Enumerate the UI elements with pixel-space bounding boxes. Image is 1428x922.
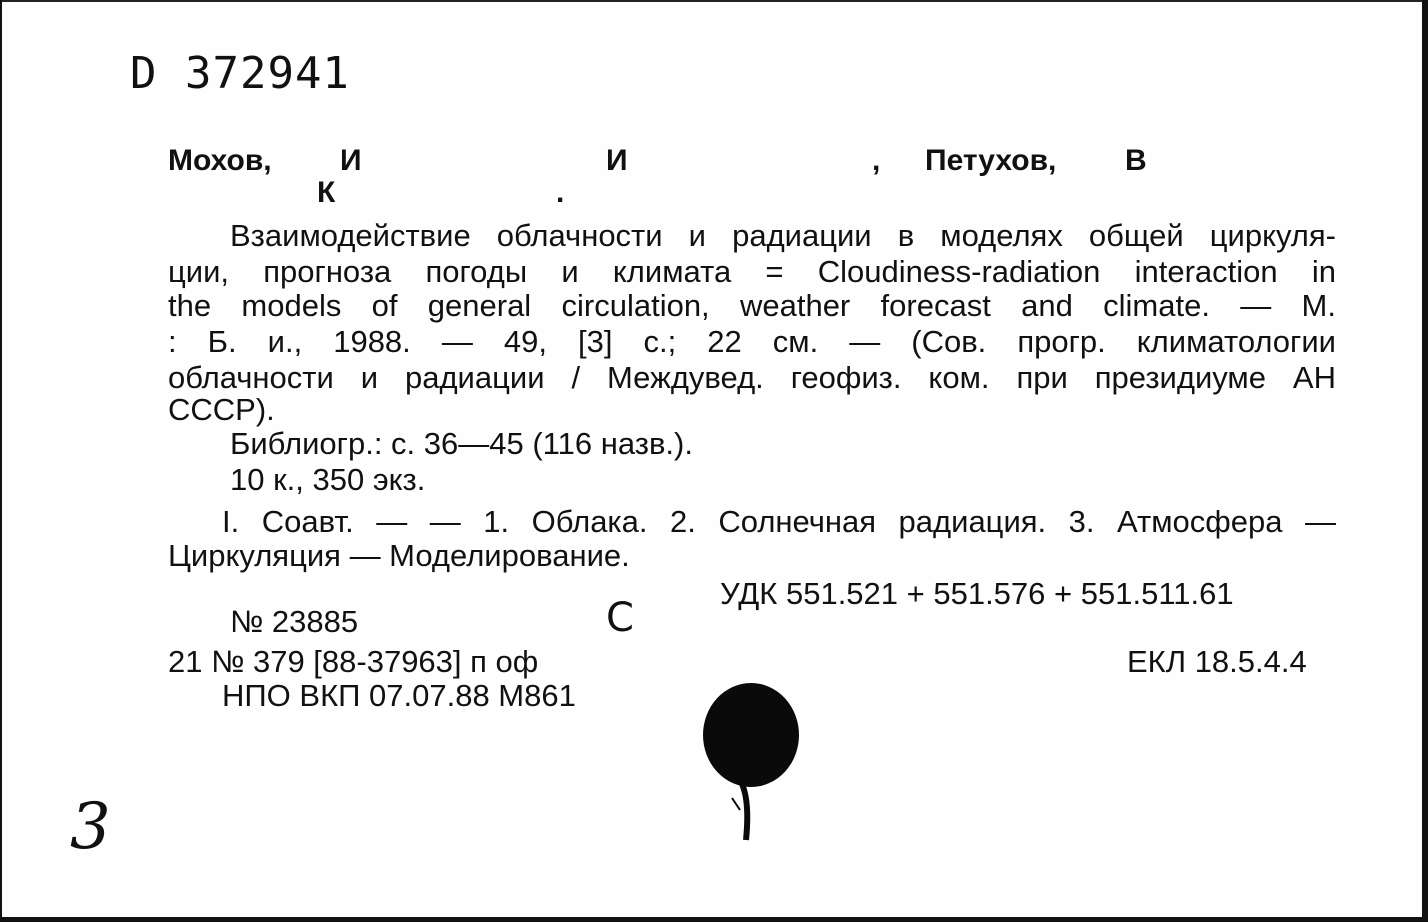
description-line-3: the models of general circulation, weather forecast and climate. — М. bbox=[168, 288, 1336, 323]
publisher-line: НПО ВКП 07.07.88 М861 bbox=[222, 678, 576, 713]
punch-hole bbox=[696, 680, 806, 850]
author2-surname: Петухов, bbox=[925, 144, 1057, 177]
authors-dot: . bbox=[556, 176, 565, 209]
subjects-line-1: I. Соавт. — — 1. Облака. 2. Солнечная радиация. 3. Атмосфера — bbox=[222, 504, 1336, 539]
description-line-4: : Б. и., 1988. — 49, [3] с.; 22 см. — (Сов. прогр. климатологии bbox=[168, 324, 1336, 359]
description-line-1: Взаимодействие облачности и радиации в моделях общей циркуля- bbox=[230, 218, 1336, 253]
card-border-bottom bbox=[0, 917, 1428, 922]
authors-comma: , bbox=[872, 144, 881, 177]
author1-surname: Мохов, bbox=[168, 144, 272, 177]
author1-initial1: И bbox=[340, 144, 362, 177]
subjects-line-2: Циркуляция — Моделирование. bbox=[168, 538, 630, 573]
author1-initial2: И bbox=[606, 144, 628, 177]
handwritten-mark: 3 bbox=[70, 790, 111, 864]
card-border-top bbox=[0, 0, 1428, 2]
description-line-5: облачности и радиации / Междувед. геофиз. ком. при президиуме АН bbox=[168, 360, 1336, 395]
bibliography-note: Библиогр.: с. 36—45 (116 назв.). bbox=[230, 426, 693, 461]
author2-initial2: К bbox=[317, 176, 336, 209]
record-number: № 23885 bbox=[230, 604, 359, 639]
author2-initial1: В bbox=[1125, 144, 1147, 177]
price-note: 10 к., 350 экз. bbox=[230, 462, 426, 497]
ekl-code: ЕКЛ 18.5.4.4 bbox=[1127, 644, 1307, 679]
letter-c-mark: С bbox=[606, 595, 634, 641]
card-border-left bbox=[0, 0, 2, 922]
call-number: D 372941 bbox=[130, 48, 350, 99]
card-border-right bbox=[1422, 0, 1428, 922]
description-line-2: ции, прогноза погоды и климата = Cloudiness-radiation interaction in bbox=[168, 254, 1336, 289]
udc-code: УДК 551.521 + 551.576 + 551.511.61 bbox=[720, 576, 1234, 611]
order-number: 21 № 379 [88-37963] п оф bbox=[168, 644, 539, 679]
description-line-6: СССР). bbox=[168, 392, 275, 427]
